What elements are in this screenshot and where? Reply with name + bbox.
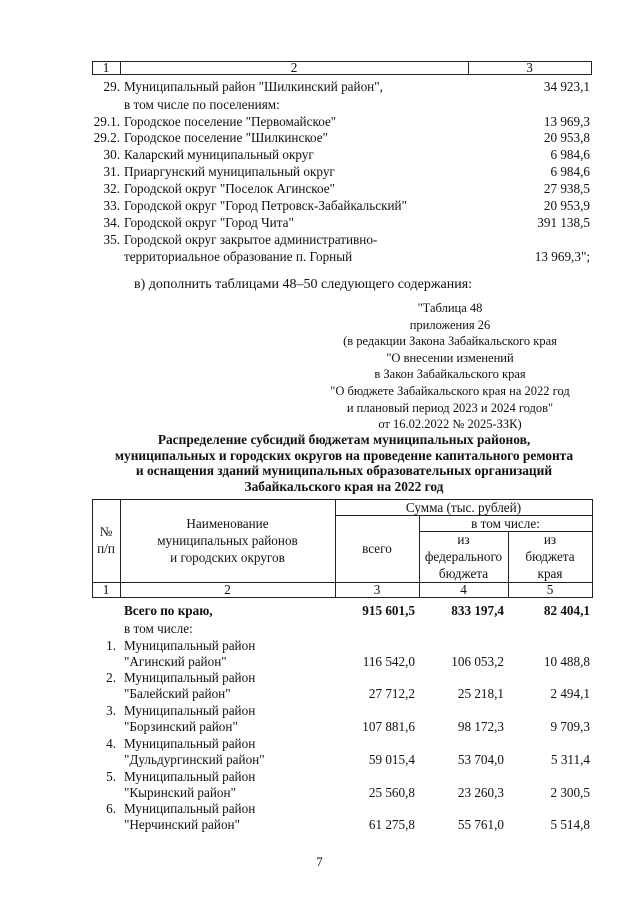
row-number: 31. [103, 164, 120, 179]
row-name-line2: "Балейский район" [124, 686, 231, 701]
col-num-5: 5 [546, 582, 554, 597]
row-value: 20 953,9 [543, 198, 590, 213]
note-line: приложения 26 [409, 317, 491, 332]
page-number: 7 [316, 854, 323, 869]
title-line: и оснащения зданий муниципальных образовательных организаций [135, 463, 553, 478]
document-title [84, 432, 604, 494]
row-federal: 23 260,3 [457, 785, 504, 800]
total-all: 915 601,5 [362, 603, 415, 618]
note-line: и плановый период 2023 и 2024 годов" [346, 400, 554, 415]
header-regional: из бюджета края [525, 532, 575, 581]
row-number: 29.1. [93, 114, 120, 129]
header-name: Наименование муниципальных районов и городских округов [157, 516, 298, 565]
note-line: "Таблица 48 [417, 301, 483, 315]
row-name: в том числе по поселениям: [124, 97, 280, 112]
including-label: в том числе: [124, 621, 193, 636]
total-federal: 833 197,4 [451, 603, 504, 618]
top-table-header-3: 3 [526, 60, 533, 75]
row-federal: 55 761,0 [457, 817, 504, 832]
row-name-line2: "Дульдургинский район" [124, 752, 265, 767]
row-name-line1: Муниципальный район [124, 801, 256, 816]
header-federal: из федерального бюджета [424, 532, 503, 581]
table-note [300, 300, 600, 433]
row-number: 34. [103, 215, 120, 230]
row-number: 29.2. [93, 130, 120, 145]
row-name-line1: Муниципальный район [124, 703, 256, 718]
row-name: Городской округ "Город Чита" [124, 215, 294, 230]
row-name: территориальное образование п. Горный [124, 249, 353, 264]
row-regional: 5 311,4 [550, 752, 590, 767]
col-num-3: 3 [373, 582, 381, 597]
note-line: в Закон Забайкальского края [374, 367, 526, 382]
top-table-header-2: 2 [290, 60, 298, 75]
row-number: 4. [106, 736, 116, 751]
row-regional: 10 488,8 [543, 654, 590, 669]
note-line: "О внесении изменений [386, 350, 514, 365]
row-name-line2: "Кыринский район" [124, 785, 236, 800]
row-number: 33. [103, 198, 120, 213]
row-name-line2: "Борзинский район" [124, 719, 238, 734]
note-line: "О бюджете Забайкальского края на 2022 год [330, 383, 570, 398]
row-name: Каларский муниципальный округ [124, 147, 314, 162]
row-value: 13 969,3"; [534, 249, 590, 264]
row-total: 61 275,8 [368, 817, 415, 832]
header-sum: Сумма (тыс. рублей) [405, 500, 522, 515]
row-name: Городское поселение "Шилкинское" [124, 130, 329, 145]
row-name: Городской округ закрытое административно- [124, 232, 378, 247]
row-number: 35. [103, 232, 120, 247]
header-number: № п/п [97, 524, 115, 556]
row-value: 34 923,1 [543, 79, 590, 94]
row-federal: 53 704,0 [457, 752, 504, 767]
row-number: 29. [103, 79, 120, 94]
row-number: 1. [106, 638, 116, 653]
row-name: Муниципальный район "Шилкинский район", [124, 79, 383, 94]
title-line: Забайкальского края на 2022 год [244, 478, 444, 494]
row-total: 25 560,8 [368, 785, 415, 800]
col-num-1: 1 [102, 582, 110, 597]
note-line: (в редакции Закона Забайкальского края [343, 334, 557, 349]
row-total: 59 015,4 [368, 752, 415, 767]
row-number: 30. [103, 147, 120, 162]
row-name: Городское поселение "Первомайское" [124, 114, 337, 129]
row-total: 116 542,0 [362, 654, 415, 669]
header-including: в том числе: [471, 516, 540, 531]
row-number: 2. [106, 670, 116, 685]
row-number: 3. [106, 703, 116, 718]
row-total: 107 881,6 [362, 719, 415, 734]
header-total: всего [362, 541, 392, 556]
row-regional: 9 709,3 [550, 719, 590, 734]
row-name: Приаргунский муниципальный округ [124, 164, 335, 179]
instruction-text: в) дополнить таблицами 48–50 следующего содержания: [134, 277, 473, 292]
title-line: Распределение субсидий бюджетам муниципальных районов, [157, 432, 531, 447]
row-name-line1: Муниципальный район [124, 638, 256, 653]
row-regional: 2 300,5 [550, 785, 590, 800]
row-name-line2: "Нерчинский район" [124, 817, 240, 832]
row-value: 391 138,5 [537, 215, 590, 230]
row-federal: 106 053,2 [451, 654, 504, 669]
row-number: 5. [106, 769, 116, 784]
total-regional: 82 404,1 [543, 603, 590, 618]
row-name: Городской округ "Поселок Агинское" [124, 181, 336, 196]
col-num-4: 4 [460, 582, 467, 597]
row-value: 6 984,6 [550, 147, 590, 162]
row-value: 20 953,8 [543, 130, 590, 145]
row-total: 27 712,2 [368, 686, 415, 701]
row-regional: 5 514,8 [550, 817, 590, 832]
title-line: муниципальных и городских округов на проведение капитального ремонта [114, 447, 574, 463]
top-table-header-1: 1 [102, 60, 110, 75]
row-federal: 98 172,3 [457, 719, 504, 734]
row-name-line1: Муниципальный район [124, 769, 256, 784]
row-value: 27 938,5 [543, 181, 590, 196]
note-line: от 16.02.2022 № 2025-ЗЗК) [378, 417, 522, 432]
row-name-line1: Муниципальный район [124, 736, 256, 751]
row-name-line1: Муниципальный район [124, 670, 256, 685]
row-name-line2: "Агинский район" [124, 654, 227, 669]
total-label: Всего по краю, [124, 603, 213, 618]
row-name: Городской округ "Город Петровск-Забайкальский" [124, 198, 407, 213]
row-number: 32. [103, 181, 120, 196]
col-num-2: 2 [224, 582, 231, 597]
row-value: 13 969,3 [543, 114, 590, 129]
row-federal: 25 218,1 [457, 686, 504, 701]
row-regional: 2 494,1 [550, 686, 590, 701]
row-number: 6. [106, 801, 116, 816]
row-value: 6 984,6 [550, 164, 590, 179]
